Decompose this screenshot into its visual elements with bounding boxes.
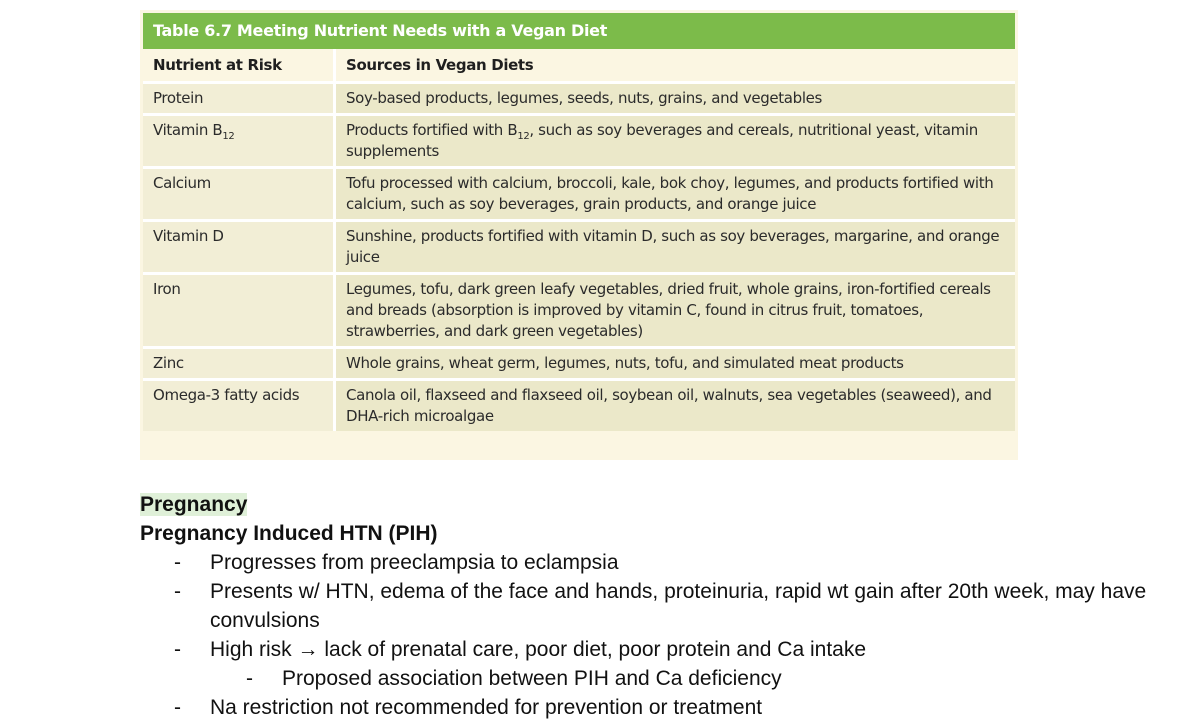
table-row: [143, 222, 1015, 275]
header-sources-in-vegan-diets: Sources in Vegan Diets: [333, 49, 1015, 84]
sources-cell: [333, 169, 1015, 222]
list-item: [140, 548, 1180, 577]
dash-bullet: -: [174, 551, 181, 574]
list-item-text: Proposed association between PIH and Ca deficiency: [282, 667, 782, 690]
subsection-heading: Pregnancy Induced HTN (PIH): [140, 522, 438, 545]
dash-bullet: -: [174, 696, 181, 719]
nutrient-cell: [143, 84, 333, 116]
table-row: [143, 275, 1015, 349]
table-row: [143, 116, 1015, 169]
table-row: [143, 169, 1015, 222]
table-caption: Table 6.7 Meeting Nutrient Needs with a Vegan Diet: [143, 13, 1015, 49]
list-item-text: High risk → lack of prenatal care, poor diet, poor protein and Ca intake: [210, 638, 867, 661]
table-row: [143, 349, 1015, 381]
header-nutrient-at-risk: Nutrient at Risk: [143, 49, 333, 84]
sources-text: Tofu processed with calcium, broccoli, kale, bok choy, legumes, and products fortified with calcium, such as soy beverages, grain products, and orange juice: [346, 174, 994, 213]
sources-subscript: 12: [517, 131, 530, 142]
list-item-text: Na restriction not recommended for prevention or treatment: [210, 696, 763, 719]
list-item: [140, 693, 1180, 722]
list-item: [140, 635, 1180, 664]
table-row: [143, 381, 1015, 431]
sources-text: Legumes, tofu, dark green leafy vegetables, dried fruit, whole grains, iron-fortified cereals and breads (absorption is improved by vitamin C, found in citrus fruit, tomatoes, strawberries, and dark green vegetables): [346, 280, 991, 340]
bullet-list: [140, 548, 1180, 722]
table-header-row: [143, 49, 1015, 84]
nutrient-name: Zinc: [153, 354, 184, 372]
nutrient-name: Calcium: [153, 174, 211, 192]
sources-cell: [333, 349, 1015, 381]
sources-cell: [333, 222, 1015, 275]
pregnancy-notes: [140, 490, 1180, 722]
sources-text-tail: , such as soy beverages and cereals, nutritional yeast, vitamin supplements: [346, 121, 978, 160]
nutrient-subscript: 12: [222, 131, 235, 142]
nutrient-name: Protein: [153, 89, 204, 107]
nutrient-name: Omega-3 fatty acids: [153, 386, 300, 404]
sources-text: Products fortified with B: [346, 121, 518, 139]
sources-text: Sunshine, products fortified with vitamin D, such as soy beverages, margarine, and orange juice: [346, 227, 1000, 266]
nutrient-cell: [143, 349, 333, 381]
dash-bullet: -: [246, 667, 253, 690]
section-heading-highlight: Pregnancy: [140, 493, 248, 516]
sources-text: Whole grains, wheat germ, legumes, nuts, tofu, and simulated meat products: [346, 354, 904, 372]
table-row: [143, 84, 1015, 116]
section-heading: [140, 490, 1180, 519]
nutrient-table: [143, 49, 1015, 431]
list-item: [140, 577, 1180, 635]
sources-cell: [333, 84, 1015, 116]
sources-cell: [333, 381, 1015, 431]
nutrient-cell: [143, 222, 333, 275]
nested-list-item: [140, 664, 1180, 693]
sources-text: Canola oil, flaxseed and flaxseed oil, soybean oil, walnuts, sea vegetables (seaweed), and DHA-rich microalgae: [346, 386, 992, 425]
nutrient-name: Vitamin D: [153, 227, 224, 245]
vegan-nutrient-table-figure: [140, 10, 1018, 460]
nutrient-cell: [143, 116, 333, 169]
nutrient-cell: [143, 381, 333, 431]
sources-text: Soy-based products, legumes, seeds, nuts, grains, and vegetables: [346, 89, 822, 107]
list-item-text: Progresses from preeclampsia to eclampsia: [210, 551, 619, 574]
nutrient-cell: [143, 275, 333, 349]
list-item-text: Presents w/ HTN, edema of the face and hands, proteinuria, rapid wt gain after 20th week, may have convulsions: [210, 580, 1147, 632]
dash-bullet: -: [174, 638, 181, 661]
nutrient-cell: [143, 169, 333, 222]
sources-cell: [333, 275, 1015, 349]
sources-cell: [333, 116, 1015, 169]
nutrient-name: Vitamin B: [153, 121, 223, 139]
nutrient-name: Iron: [153, 280, 181, 298]
dash-bullet: -: [174, 580, 181, 603]
